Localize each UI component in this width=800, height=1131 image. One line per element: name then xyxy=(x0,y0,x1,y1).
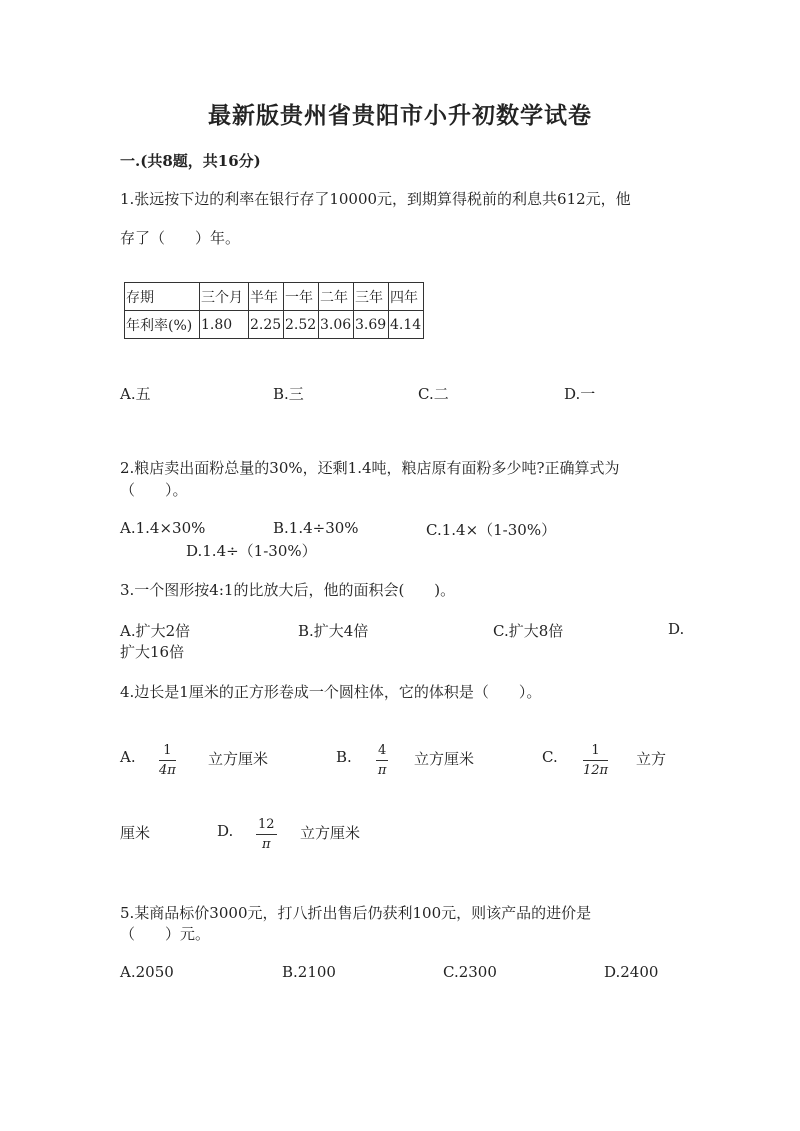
q2-option-a: A.1.4×30% xyxy=(120,519,206,537)
q1-text-line2: 存了（ ）年。 xyxy=(120,229,241,247)
q4-fraction-c xyxy=(583,744,608,777)
q4-fraction-b xyxy=(376,744,388,777)
q3-option-d-text: 扩大16倍 xyxy=(120,643,185,661)
fraction-denominator: π xyxy=(377,763,387,778)
q1-option-c: C.二 xyxy=(418,385,449,403)
table-cell: 2.25 xyxy=(249,311,284,339)
q2-option-c: C.1.4×（1-30%） xyxy=(426,521,557,539)
table-row xyxy=(125,311,424,339)
table-cell: 三个月 xyxy=(200,283,249,311)
q5-option-b: B.2100 xyxy=(282,963,336,981)
q3-option-b: B.扩大4倍 xyxy=(298,622,369,640)
q5-option-c: C.2300 xyxy=(443,963,497,981)
table-cell: 四年 xyxy=(389,283,424,311)
q4-unit-b: 立方厘米 xyxy=(414,750,475,768)
q4-option-c: C. xyxy=(542,748,558,766)
q3-text-line1: 3.一个图形按4:1的比放大后，他的面积会( )。 xyxy=(120,581,456,599)
fraction-denominator: 4π xyxy=(159,763,176,778)
q2-text-line2: （ ）。 xyxy=(120,481,188,499)
section-heading: 一.(共8题，共16分) xyxy=(120,152,261,170)
q4-text-line1: 4.边长是1厘米的正方形卷成一个圆柱体，它的体积是（ ）。 xyxy=(120,683,542,701)
fraction-denominator: 12π xyxy=(583,763,609,778)
fraction-numerator: 4 xyxy=(378,743,387,758)
table-cell: 4.14 xyxy=(389,311,424,339)
table-cell: 2.52 xyxy=(284,311,319,339)
q3-option-c: C.扩大8倍 xyxy=(493,622,564,640)
q4-unit-c: 立方 xyxy=(636,750,667,768)
q4-unit-a: 立方厘米 xyxy=(208,750,269,768)
q4-option-b: B. xyxy=(336,748,352,766)
q1-text-line1: 1.张远按下边的利率在银行存了10000元，到期算得税前的利息共612元，他 xyxy=(120,190,631,208)
table-row xyxy=(125,283,424,311)
q4-option-d: D. xyxy=(217,822,234,840)
q5-text-line2: （ ）元。 xyxy=(120,925,211,943)
table-cell: 3.06 xyxy=(319,311,354,339)
table-cell: 半年 xyxy=(249,283,284,311)
q1-option-d: D.一 xyxy=(564,385,596,403)
q4-fraction-d xyxy=(256,818,277,851)
q1-option-b: B.三 xyxy=(273,385,304,403)
q5-option-d: D.2400 xyxy=(604,963,659,981)
q4-unit-c-wrap: 厘米 xyxy=(120,824,151,842)
table-cell: 一年 xyxy=(284,283,319,311)
q4-unit-d: 立方厘米 xyxy=(300,824,361,842)
q1-option-a: A.五 xyxy=(120,385,151,403)
q2-option-d: D.1.4÷（1-30%） xyxy=(186,542,317,560)
table-cell: 三年 xyxy=(354,283,389,311)
q3-option-d: D. xyxy=(668,620,685,638)
q4-fraction-a xyxy=(159,744,176,777)
fraction-denominator: π xyxy=(262,837,271,852)
table-cell: 二年 xyxy=(319,283,354,311)
fraction-numerator: 1 xyxy=(591,743,600,758)
table-cell: 年利率(%) xyxy=(125,311,200,339)
table-cell: 存期 xyxy=(125,283,200,311)
table-cell: 1.80 xyxy=(200,311,249,339)
fraction-numerator: 1 xyxy=(163,743,172,758)
fraction-numerator: 12 xyxy=(258,817,275,832)
q2-option-b: B.1.4÷30% xyxy=(273,519,359,537)
q4-option-a: A. xyxy=(120,748,136,766)
page-title: 最新版贵州省贵阳市小升初数学试卷 xyxy=(208,102,592,129)
q5-text-line1: 5.某商品标价3000元，打八折出售后仍获利100元，则该产品的进价是 xyxy=(120,904,592,922)
interest-rate-table xyxy=(124,282,424,339)
q2-text-line1: 2.粮店卖出面粉总量的30%，还剩1.4吨，粮店原有面粉多少吨?正确算式为 xyxy=(120,459,620,477)
q3-option-a: A.扩大2倍 xyxy=(120,622,191,640)
q5-option-a: A.2050 xyxy=(120,963,174,981)
table-cell: 3.69 xyxy=(354,311,389,339)
